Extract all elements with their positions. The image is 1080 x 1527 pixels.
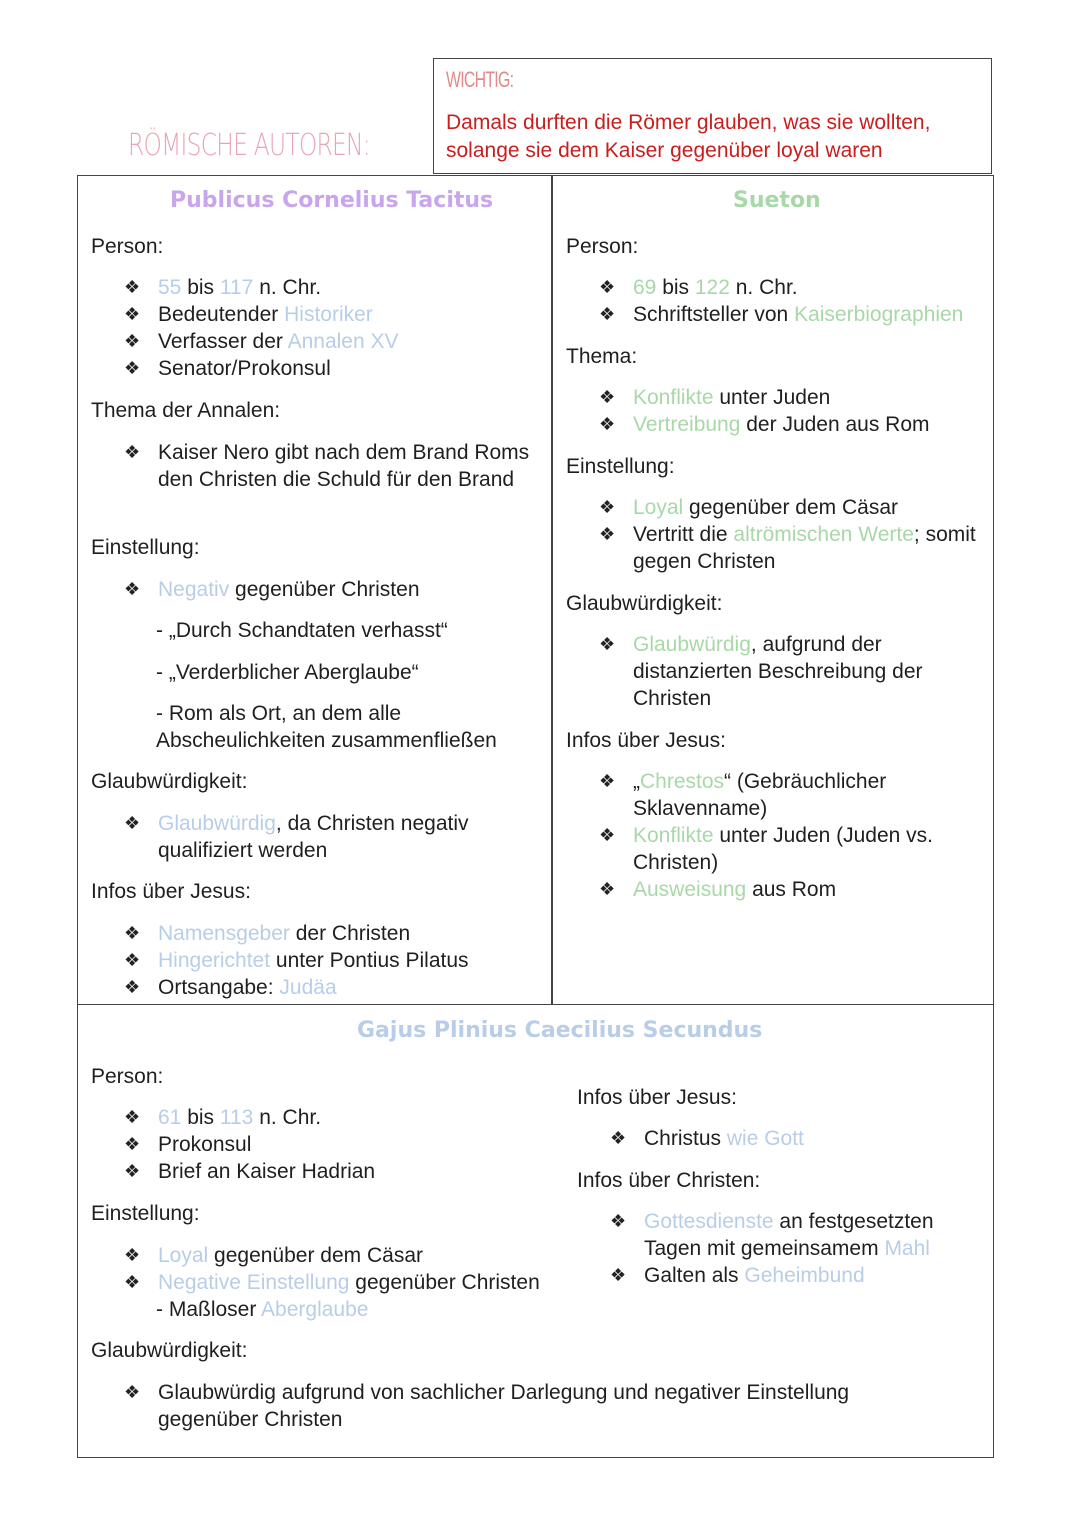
sueton-thema-label: Thema: bbox=[566, 345, 638, 368]
plinius-aberglaube-line bbox=[156, 1296, 556, 1323]
text-span: Galten als bbox=[644, 1264, 745, 1287]
text-span: Geheimbund bbox=[744, 1264, 865, 1287]
text-span: 122 bbox=[694, 276, 730, 299]
text-span: wie Gott bbox=[726, 1127, 804, 1150]
plinius-christen-label: Infos über Christen: bbox=[577, 1169, 761, 1192]
text-span: der Christen bbox=[289, 922, 411, 945]
list-item bbox=[124, 328, 534, 355]
tacitus-jesus-label: Infos über Jesus: bbox=[91, 880, 251, 903]
text-span: Loyal bbox=[633, 496, 684, 519]
text-span: gegenüber dem Cäsar bbox=[208, 1244, 424, 1267]
list-item bbox=[599, 494, 984, 521]
text-span: 113 bbox=[219, 1106, 254, 1129]
text-span: Hingerichtet bbox=[158, 949, 271, 972]
tacitus-quote-3: - Rom als Ort, an dem alle Abscheulichkeiten zusammenfließen bbox=[156, 702, 497, 752]
plinius-christen-list bbox=[610, 1208, 955, 1289]
text-span: Kaiserbiographien bbox=[794, 303, 964, 326]
text-span: Schriftsteller von bbox=[633, 303, 795, 326]
important-text: Damals durften die Römer glauben, was sie wollten, solange sie dem Kaiser gegenüber loyal waren bbox=[446, 111, 931, 162]
text-span: Christus bbox=[644, 1127, 727, 1150]
text-span: Gottesdienste bbox=[644, 1210, 774, 1233]
plinius-person-list bbox=[124, 1104, 544, 1185]
text-span: Bedeutender bbox=[158, 303, 285, 326]
text-span: Chrestos bbox=[640, 770, 725, 793]
tacitus-thema-label: Thema der Annalen: bbox=[91, 399, 281, 422]
text-span: Namensgeber bbox=[158, 922, 290, 945]
text-span: Verfasser der bbox=[158, 330, 288, 353]
plinius-jesus-label: Infos über Jesus: bbox=[577, 1086, 737, 1109]
plinius-jesus-list bbox=[610, 1125, 970, 1152]
list-item bbox=[124, 1131, 544, 1158]
list-item bbox=[124, 974, 534, 1001]
plinius-einstellung-list bbox=[124, 1242, 564, 1296]
text-span: an festgesetzten Tagen mit gemeinsamem bbox=[644, 1210, 934, 1260]
text-span: Ortsangabe: bbox=[158, 976, 280, 999]
tacitus-einstellung-label: Einstellung: bbox=[91, 536, 200, 559]
text-span: Glaubwürdig bbox=[158, 812, 276, 835]
text-span: Negative Einstellung bbox=[158, 1271, 350, 1294]
text-span: „ bbox=[633, 770, 640, 793]
text-span: Ausweisung bbox=[633, 878, 747, 901]
sueton-einstellung-label: Einstellung: bbox=[566, 455, 675, 478]
list-item bbox=[599, 274, 984, 301]
text-span: Negativ bbox=[158, 578, 230, 601]
list-item bbox=[599, 384, 984, 411]
text-span: unter Pontius Pilatus bbox=[270, 949, 469, 972]
list-item bbox=[599, 521, 984, 575]
list-item bbox=[599, 301, 984, 328]
tacitus-heading: Publicus Cornelius Tacitus bbox=[170, 188, 494, 213]
text-span: altrömischen Werte bbox=[733, 523, 914, 546]
list-item bbox=[124, 920, 534, 947]
text-span: Glaubwürdig aufgrund von sachlicher Darlegung und negativer Einstellung gegenüber Christen bbox=[158, 1381, 850, 1431]
text-span: 61 bbox=[158, 1106, 182, 1129]
tacitus-quote-2: - „Verderblicher Aberglaube“ bbox=[156, 661, 419, 684]
list-item bbox=[610, 1262, 955, 1289]
column-divider bbox=[551, 175, 553, 1005]
text-span: Vertreibung bbox=[633, 413, 741, 436]
list-item bbox=[610, 1208, 955, 1262]
text-span: bis bbox=[181, 276, 220, 299]
text-span: 55 bbox=[158, 276, 182, 299]
tacitus-thema-list bbox=[124, 439, 534, 493]
list-item bbox=[124, 1104, 544, 1131]
text-span: ; somit gegen Christen bbox=[633, 523, 976, 573]
text-span: unter Juden bbox=[713, 386, 831, 409]
text-span: Brief an Kaiser Hadrian bbox=[158, 1160, 376, 1183]
text-span: “ (Gebräuchlicher Sklavenname) bbox=[633, 770, 887, 820]
text-span: 117 bbox=[219, 276, 254, 299]
list-item bbox=[599, 876, 984, 903]
tacitus-quote-1: - „Durch Schandtaten verhasst“ bbox=[156, 619, 448, 642]
text-span: - Maßloser bbox=[156, 1298, 262, 1321]
text-span: Kaiser Nero gibt nach dem Brand Roms den Christen die Schuld für den Brand bbox=[158, 441, 530, 491]
list-item bbox=[599, 822, 984, 876]
list-item bbox=[124, 810, 524, 864]
plinius-glaub-list bbox=[124, 1379, 884, 1433]
list-item bbox=[124, 439, 534, 493]
text-span: Glaubwürdig bbox=[633, 633, 751, 656]
list-item bbox=[599, 768, 984, 822]
tacitus-glaub-label: Glaubwürdigkeit: bbox=[91, 770, 248, 793]
text-span: Judäa bbox=[279, 976, 337, 999]
tacitus-einstellung-list bbox=[124, 576, 534, 603]
sueton-jesus-label: Infos über Jesus: bbox=[566, 729, 726, 752]
plinius-glaub-label: Glaubwürdigkeit: bbox=[91, 1339, 248, 1362]
plinius-person-label: Person: bbox=[91, 1065, 164, 1088]
plinius-heading: Gajus Plinius Caecilius Secundus bbox=[357, 1018, 763, 1043]
list-item bbox=[124, 301, 534, 328]
tacitus-jesus-list bbox=[124, 920, 534, 1001]
text-span: bis bbox=[181, 1106, 220, 1129]
list-item bbox=[124, 355, 534, 382]
tacitus-person-list bbox=[124, 274, 534, 382]
text-span: gegenüber dem Cäsar bbox=[683, 496, 899, 519]
page-title: RÖMISCHE AUTOREN: bbox=[128, 128, 370, 163]
list-item bbox=[124, 1379, 884, 1433]
tacitus-person-label: Person: bbox=[91, 235, 164, 258]
tacitus-glaub-list bbox=[124, 810, 524, 864]
sueton-heading: Sueton bbox=[733, 188, 821, 213]
sueton-person-label: Person: bbox=[566, 235, 639, 258]
list-item bbox=[124, 1269, 564, 1296]
text-span: Historiker bbox=[284, 303, 373, 326]
list-item bbox=[124, 1158, 544, 1185]
important-note-box bbox=[433, 58, 992, 174]
important-label: WICHTIG: bbox=[446, 67, 514, 92]
list-item bbox=[610, 1125, 970, 1152]
text-span: gegenüber Christen bbox=[349, 1271, 540, 1294]
text-span: unter Juden (Juden vs. Christen) bbox=[633, 824, 934, 874]
text-span: Mahl bbox=[884, 1237, 930, 1260]
sueton-einstellung-list bbox=[599, 494, 984, 575]
text-span: Prokonsul bbox=[158, 1133, 252, 1156]
text-span: Senator/Prokonsul bbox=[158, 357, 331, 380]
text-span: , aufgrund der distanzierten Beschreibung der Christen bbox=[633, 633, 923, 710]
text-span: Vertritt die bbox=[633, 523, 734, 546]
text-span: gegenüber Christen bbox=[229, 578, 420, 601]
sueton-person-list bbox=[599, 274, 984, 328]
sueton-glaub-list bbox=[599, 631, 984, 712]
list-item bbox=[124, 274, 534, 301]
text-span: , da Christen negativ qualifiziert werden bbox=[158, 812, 469, 862]
text-span: aus Rom bbox=[746, 878, 837, 901]
plinius-einstellung-label: Einstellung: bbox=[91, 1202, 200, 1225]
text-span: n. Chr. bbox=[253, 1106, 322, 1129]
list-item bbox=[124, 576, 534, 603]
text-span: Loyal bbox=[158, 1244, 209, 1267]
text-span: Konflikte bbox=[633, 824, 714, 847]
list-item bbox=[599, 631, 984, 712]
list-item bbox=[599, 411, 984, 438]
text-span: n. Chr. bbox=[253, 276, 322, 299]
list-item bbox=[124, 1242, 564, 1269]
sueton-thema-list bbox=[599, 384, 984, 438]
sueton-glaub-label: Glaubwürdigkeit: bbox=[566, 592, 723, 615]
sueton-jesus-list bbox=[599, 768, 984, 903]
text-span: Aberglaube bbox=[261, 1298, 369, 1321]
text-span: n. Chr. bbox=[729, 276, 798, 299]
text-span: Annalen XV bbox=[287, 330, 399, 353]
text-span: 69 bbox=[633, 276, 657, 299]
text-span: Konflikte bbox=[633, 386, 714, 409]
list-item bbox=[124, 947, 534, 974]
text-span: der Juden aus Rom bbox=[740, 413, 930, 436]
text-span: bis bbox=[656, 276, 695, 299]
